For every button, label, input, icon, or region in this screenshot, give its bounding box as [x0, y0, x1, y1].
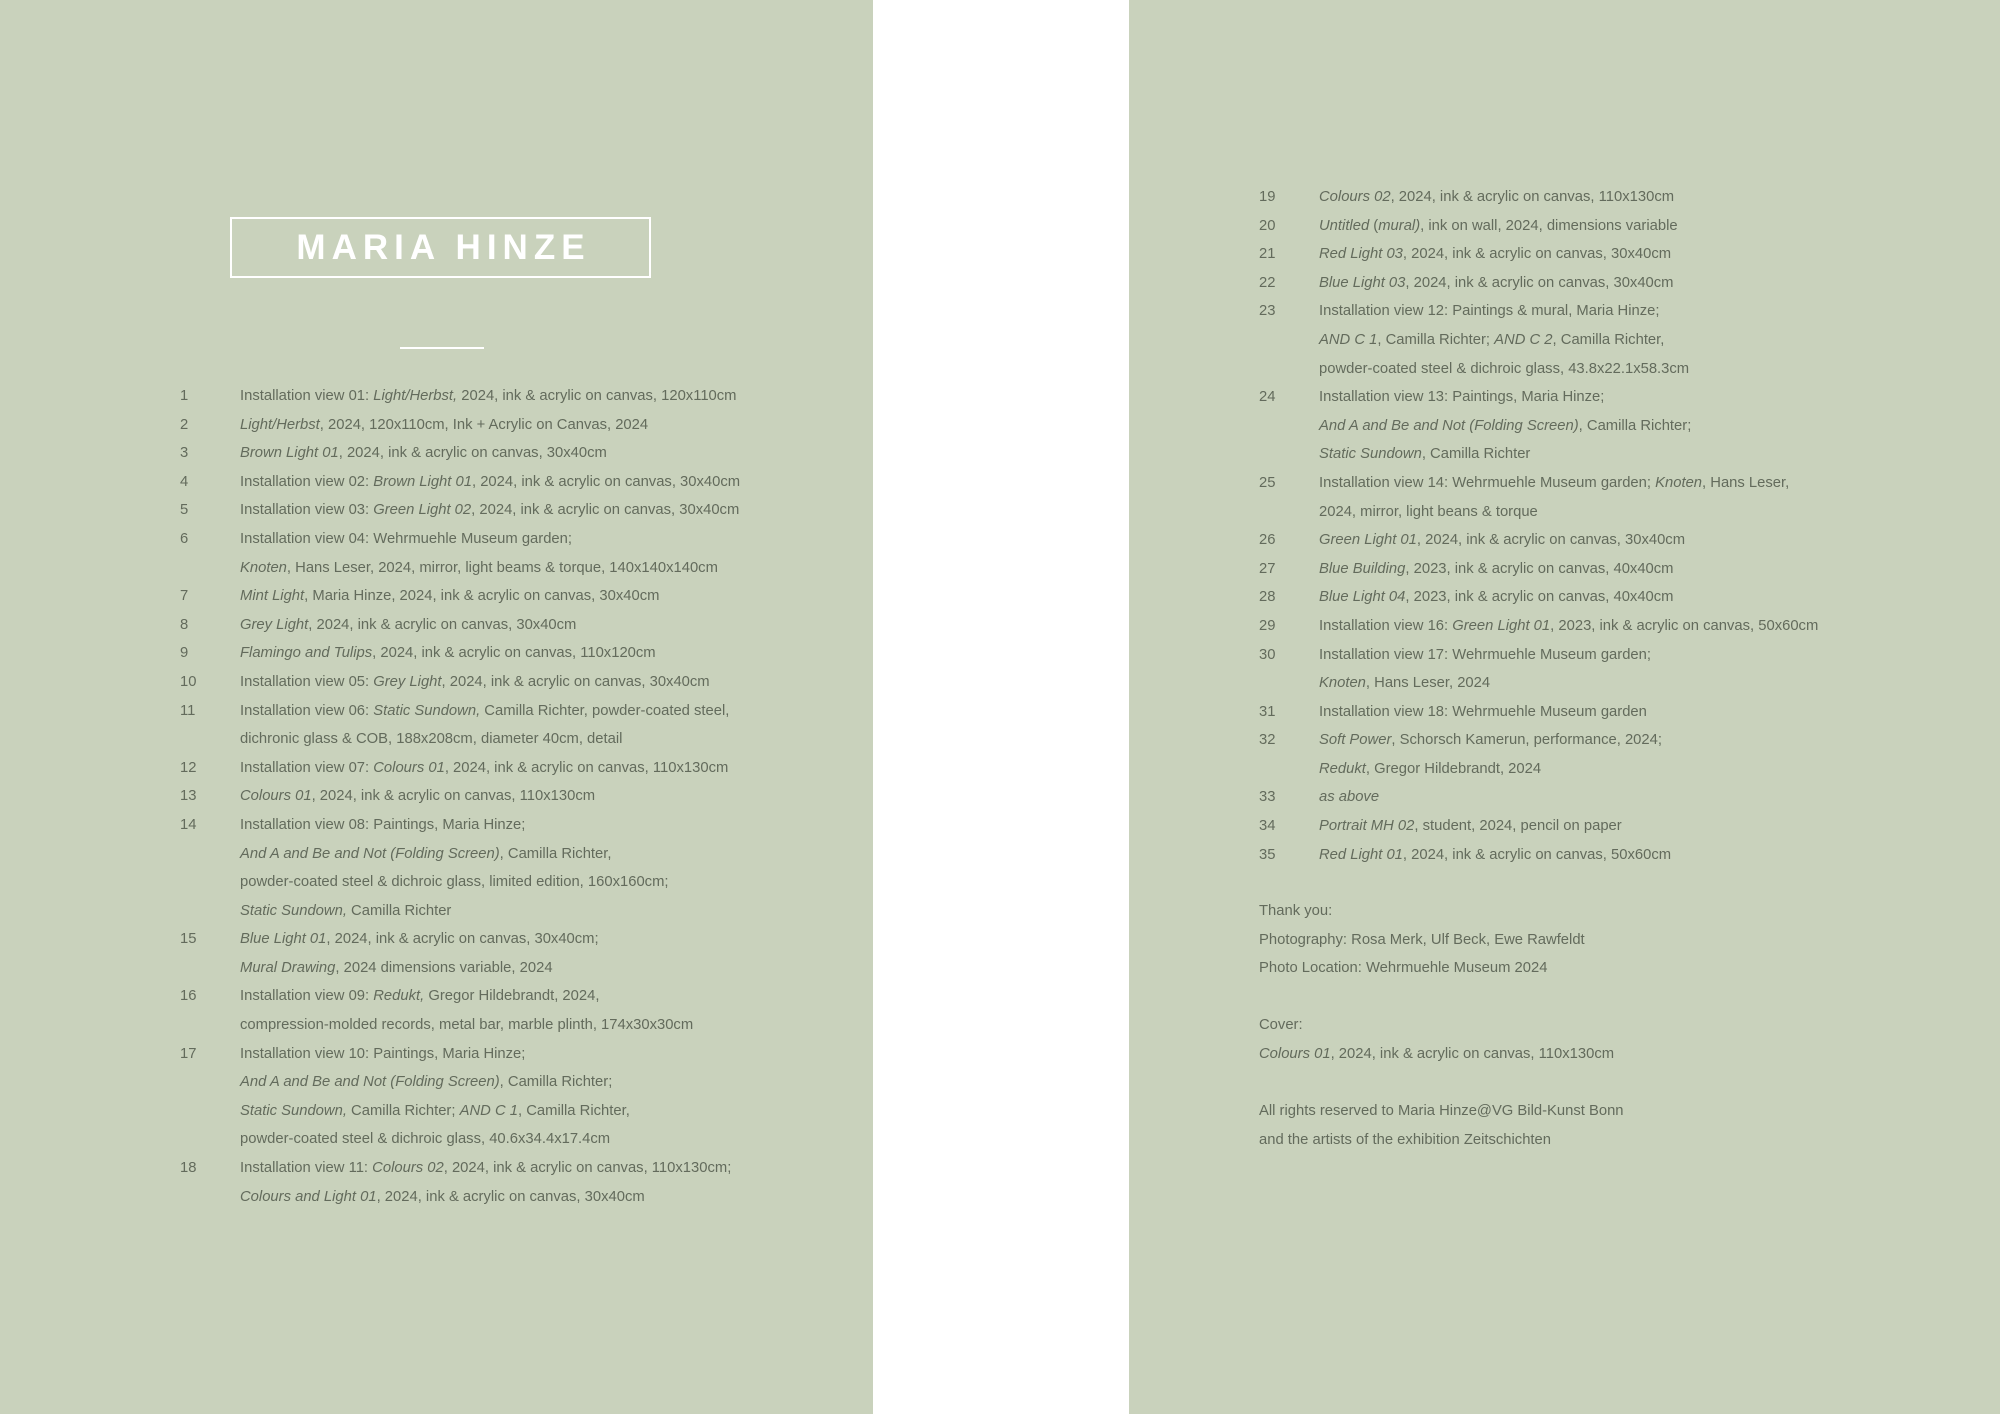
text-segment: , 2024, 120x110cm, Ink + Acrylic on Canvas, 2024 — [319, 416, 649, 433]
caption-entry — [180, 754, 740, 783]
caption-entry — [180, 982, 740, 1039]
cover-work — [1259, 1040, 1624, 1069]
text-segment: , Camilla Richter — [1421, 446, 1531, 463]
caption-number: 5 — [180, 502, 189, 519]
title-segment: AND C 1 — [459, 1102, 518, 1119]
caption-number: 21 — [1259, 246, 1276, 263]
text-segment: , 2024, ink & acrylic on canvas, 110x130cm — [311, 788, 596, 805]
caption-line — [240, 525, 718, 554]
caption-line — [1319, 498, 1789, 527]
caption-text — [1319, 383, 1691, 469]
title-segment: Knoten — [1655, 474, 1703, 491]
caption-text — [240, 639, 656, 668]
caption-entry — [1259, 383, 1818, 469]
caption-entry — [180, 668, 740, 697]
title-segment: Green Light 02 — [373, 502, 472, 519]
text-segment: , 2024, ink & acrylic on canvas, 110x130cm — [1330, 1045, 1615, 1062]
title-segment: Blue Light 04 — [1319, 589, 1406, 606]
caption-line — [1319, 783, 1379, 812]
caption-line — [1319, 612, 1818, 641]
text-segment: , Camilla Richter, — [499, 845, 612, 862]
title-segment: Brown Light 01 — [373, 473, 472, 490]
caption-entry — [180, 582, 740, 611]
title-segment: Colours and Light 01 — [240, 1188, 377, 1205]
title-segment: Colours 01 — [373, 759, 445, 776]
caption-entry — [180, 496, 740, 525]
text-segment: , 2024, ink & acrylic on canvas, 110x130cm — [1390, 189, 1675, 205]
caption-entry — [180, 525, 740, 582]
text-segment: compression-molded records, metal bar, marble plinth, 174x30x30cm — [240, 1017, 694, 1034]
title-segment: Red Light 01 — [1319, 846, 1403, 863]
caption-line — [240, 1183, 731, 1212]
caption-text — [1319, 812, 1622, 841]
caption-number: 20 — [1259, 217, 1276, 234]
caption-line — [240, 754, 728, 783]
caption-line — [1319, 240, 1671, 269]
caption-number: 23 — [1259, 303, 1276, 320]
credits — [1259, 897, 1624, 1154]
caption-text — [240, 582, 659, 611]
text-segment: , 2024 dimensions variable, 2024 — [335, 959, 553, 976]
spacer — [1259, 983, 1624, 1012]
rights-line-2: and the artists of the exhibition Zeitschichten — [1259, 1131, 1551, 1148]
text-segment: Installation view 05: — [240, 673, 374, 690]
caption-text — [1319, 212, 1678, 241]
caption-number: 8 — [180, 616, 189, 633]
caption-line — [1319, 755, 1662, 784]
caption-line — [240, 439, 607, 468]
caption-number: 24 — [1259, 389, 1276, 406]
caption-text — [240, 754, 728, 783]
cover-heading: Cover: — [1259, 1017, 1303, 1034]
text-segment: Installation view 12: Paintings & mural, Maria Hinze; — [1319, 303, 1660, 320]
caption-number: 14 — [180, 816, 197, 833]
caption-entry — [180, 697, 740, 754]
caption-line — [1319, 355, 1689, 384]
photo-location: Photo Location: Wehrmuehle Museum 2024 — [1259, 960, 1548, 977]
caption-line — [1319, 440, 1691, 469]
caption-line — [1319, 326, 1689, 355]
text-segment: Installation view 08: Paintings, Maria Hinze; — [240, 816, 526, 833]
thanks-heading: Thank you: — [1259, 903, 1333, 919]
caption-text — [240, 668, 710, 697]
text-segment: Installation view 04: Wehrmuehle Museum garden; — [240, 530, 573, 547]
caption-line — [1319, 269, 1674, 298]
title-segment: Mint Light — [240, 588, 305, 605]
caption-line — [240, 725, 729, 754]
artist-title: MARIA HINZE — [296, 227, 591, 267]
caption-entry — [180, 1040, 740, 1154]
caption-number: 19 — [1259, 189, 1276, 205]
caption-line — [1319, 641, 1651, 670]
caption-line — [240, 668, 710, 697]
caption-line — [240, 840, 669, 869]
text-segment: Installation view 10: Paintings, Maria Hinze; — [240, 1045, 526, 1062]
text-segment: , Gregor Hildebrandt, 2024 — [1365, 760, 1542, 777]
title-segment: Redukt — [1319, 760, 1366, 777]
text-segment: , 2024, ink & acrylic on canvas, 30x40cm — [1405, 274, 1674, 291]
caption-number: 35 — [1259, 846, 1276, 863]
caption-text — [240, 468, 740, 497]
caption-entry — [1259, 469, 1818, 526]
title-segment: Static Sundown, — [240, 1102, 347, 1119]
caption-line — [1319, 212, 1678, 241]
caption-entry — [1259, 698, 1818, 727]
title-divider — [400, 347, 484, 349]
text-segment: 2024, mirror, light beans & torque — [1319, 503, 1538, 520]
text-segment: , 2023, ink & acrylic on canvas, 50x60cm — [1550, 617, 1819, 634]
title-segment: AND C 1 — [1319, 331, 1378, 348]
caption-line — [240, 1154, 731, 1183]
text-segment: , 2023, ink & acrylic on canvas, 40x40cm — [1405, 560, 1674, 577]
caption-entry — [1259, 726, 1818, 783]
caption-line — [240, 811, 669, 840]
caption-number: 7 — [180, 588, 189, 605]
caption-text — [1319, 726, 1662, 783]
text-segment: Installation view 09: — [240, 988, 374, 1005]
text-segment: , 2024, ink & acrylic on canvas, 30x40cm — [1402, 246, 1672, 263]
text-segment: , student, 2024, pencil on paper — [1414, 818, 1622, 835]
caption-line — [1319, 183, 1674, 212]
text-segment: Installation view 16: — [1319, 617, 1453, 634]
caption-line — [240, 582, 659, 611]
caption-line — [240, 496, 739, 525]
caption-entry — [1259, 812, 1818, 841]
text-segment: Installation view 02: — [240, 473, 374, 490]
title-segment: Grey Light — [240, 616, 309, 633]
caption-line — [240, 1125, 630, 1154]
title-segment: AND C 2 — [1494, 331, 1553, 348]
caption-number: 6 — [180, 530, 189, 547]
caption-entry — [1259, 583, 1818, 612]
caption-text — [240, 411, 648, 440]
caption-text — [1319, 240, 1671, 269]
caption-text — [1319, 612, 1818, 641]
rights-line-1: All rights reserved to Maria Hinze@VG Bild-Kunst Bonn — [1259, 1103, 1624, 1120]
caption-list-right — [1259, 183, 1818, 869]
caption-number: 9 — [180, 645, 189, 662]
text-segment: Installation view 18: Wehrmuehle Museum garden — [1319, 703, 1647, 720]
caption-entry — [180, 468, 740, 497]
caption-line — [240, 897, 669, 926]
text-segment: , Schorsch Kamerun, performance, 2024; — [1391, 732, 1662, 749]
title-segment: Flamingo and Tulips — [240, 645, 373, 662]
text-segment: Installation view 01: — [240, 388, 374, 404]
title-segment: And A and Be and Not (Folding Screen) — [240, 1074, 500, 1091]
caption-number: 11 — [180, 702, 196, 719]
text-segment: , 2024, ink & acrylic on canvas, 110x130cm — [444, 759, 729, 776]
title-segment: Light/Herbst, — [373, 388, 458, 404]
text-segment: , 2024, ink & acrylic on canvas, 110x120cm — [372, 645, 656, 662]
title-segment: Blue Light 03 — [1319, 274, 1406, 291]
caption-text — [240, 1040, 630, 1154]
caption-line — [240, 611, 576, 640]
caption-number: 15 — [180, 931, 197, 948]
caption-text — [1319, 641, 1651, 698]
caption-text — [240, 496, 739, 525]
text-segment: , 2024, ink & acrylic on canvas, 30x40cm — [441, 673, 710, 690]
caption-entry — [1259, 526, 1818, 555]
caption-line — [1319, 555, 1674, 584]
caption-line — [240, 1097, 630, 1126]
text-segment: , Hans Leser, — [1702, 474, 1790, 491]
caption-entry — [180, 382, 740, 411]
caption-entry — [1259, 641, 1818, 698]
text-segment: , 2024, ink & acrylic on canvas, 30x40cm; — [326, 931, 599, 948]
caption-text — [240, 982, 693, 1039]
caption-number: 32 — [1259, 732, 1276, 749]
text-segment: Installation view 03: — [240, 502, 374, 519]
caption-line — [240, 554, 718, 583]
text-segment: , 2023, ink & acrylic on canvas, 40x40cm — [1405, 589, 1674, 606]
text-segment: , 2024, ink & acrylic on canvas, 30x40cm — [338, 445, 607, 462]
caption-text — [1319, 583, 1674, 612]
text-segment: ( — [1369, 217, 1379, 234]
caption-text — [240, 782, 595, 811]
text-segment: powder-coated steel & dichroic glass, 43.8x22.1x58.3cm — [1319, 360, 1690, 377]
caption-text — [1319, 841, 1671, 870]
artist-title-box — [230, 217, 651, 278]
title-segment: Portrait MH 02 — [1319, 818, 1415, 835]
caption-line — [240, 782, 595, 811]
caption-line — [1319, 526, 1685, 555]
caption-line — [1319, 812, 1622, 841]
title-segment: Red Light 03 — [1319, 246, 1403, 263]
title-segment: Static Sundown, — [373, 702, 481, 719]
caption-text — [240, 439, 607, 468]
text-segment: Installation view 11: — [240, 1160, 373, 1177]
caption-entry — [180, 925, 740, 982]
caption-text — [1319, 183, 1674, 212]
caption-number: 16 — [180, 988, 197, 1005]
caption-line — [240, 982, 693, 1011]
text-segment: , 2024, ink & acrylic on canvas, 30x40cm — [376, 1188, 645, 1205]
caption-number: 27 — [1259, 560, 1276, 577]
caption-number: 3 — [180, 445, 189, 462]
title-segment: Green Light 01 — [1452, 617, 1551, 634]
caption-text — [1319, 469, 1789, 526]
caption-number: 1 — [180, 388, 189, 404]
photography-credit: Photography: Rosa Merk, Ulf Beck, Ewe Rawfeldt — [1259, 931, 1585, 948]
caption-number: 33 — [1259, 789, 1276, 806]
caption-line — [1319, 583, 1674, 612]
text-segment: Camilla Richter, powder-coated steel, — [480, 702, 730, 719]
title-segment: Green Light 01 — [1319, 532, 1417, 549]
text-segment: Installation view 07: — [240, 759, 374, 776]
text-segment: , Camilla Richter, — [517, 1102, 630, 1119]
text-segment: , 2024, ink & acrylic on canvas, 30x40cm — [1416, 532, 1686, 549]
text-segment: Gregor Hildebrandt, 2024, — [424, 988, 600, 1005]
text-segment: , Camilla Richter; — [1578, 417, 1692, 434]
caption-entry — [1259, 212, 1818, 241]
caption-number: 18 — [180, 1160, 197, 1177]
spacer — [1259, 1069, 1624, 1098]
title-segment: Static Sundown, — [240, 902, 347, 919]
title-segment: Static Sundown — [1319, 446, 1422, 463]
title-segment: And A and Be and Not (Folding Screen) — [240, 845, 500, 862]
text-segment: powder-coated steel & dichroic glass, 40.6x34.4x17.4cm — [240, 1131, 611, 1148]
text-segment: , Hans Leser, 2024 — [1365, 675, 1491, 692]
text-segment: , 2024, ink & acrylic on canvas, 50x60cm — [1402, 846, 1672, 863]
caption-entry — [1259, 297, 1818, 383]
caption-text — [240, 811, 669, 925]
text-segment: Installation view 06: — [240, 702, 374, 719]
caption-number: 26 — [1259, 532, 1276, 549]
caption-line — [240, 411, 648, 440]
text-segment: , 2024, ink & acrylic on canvas, 30x40cm — [471, 502, 740, 519]
caption-text — [240, 382, 737, 411]
text-segment: Camilla Richter; — [346, 1102, 460, 1119]
text-segment: , Camilla Richter; — [499, 1074, 613, 1091]
title-segment: as above — [1319, 789, 1380, 806]
caption-text — [240, 697, 729, 754]
caption-line — [240, 925, 599, 954]
text-segment: 2024, ink & acrylic on canvas, 120x110cm — [457, 388, 737, 404]
caption-line — [240, 954, 599, 983]
title-segment: Colours 02 — [1319, 189, 1391, 205]
caption-number: 4 — [180, 473, 189, 490]
caption-line — [240, 1040, 630, 1069]
caption-line — [240, 868, 669, 897]
title-segment: Colours 02 — [372, 1160, 444, 1177]
caption-number: 30 — [1259, 646, 1276, 663]
caption-text — [240, 925, 599, 982]
caption-entry — [1259, 612, 1818, 641]
text-segment: , 2024, ink & acrylic on canvas, 30x40cm — [471, 473, 741, 490]
text-segment: , Hans Leser, 2024, mirror, light beams & torque, 140x140x140cm — [286, 559, 718, 576]
caption-number: 22 — [1259, 274, 1276, 291]
caption-entry — [1259, 183, 1818, 212]
title-segment: Blue Building — [1319, 560, 1406, 577]
caption-entry — [180, 639, 740, 668]
caption-line — [1319, 469, 1789, 498]
caption-line — [240, 639, 656, 668]
text-segment: , 2024, ink & acrylic on canvas, 30x40cm — [308, 616, 577, 633]
caption-entry — [1259, 841, 1818, 870]
title-segment: Brown Light 01 — [240, 445, 339, 462]
caption-line — [240, 697, 729, 726]
title-segment: Colours 01 — [1259, 1045, 1331, 1062]
caption-number: 34 — [1259, 818, 1276, 835]
caption-text — [240, 525, 718, 582]
caption-number: 25 — [1259, 474, 1276, 491]
caption-text — [1319, 526, 1685, 555]
caption-line — [1319, 698, 1647, 727]
caption-entry — [180, 811, 740, 925]
text-segment: powder-coated steel & dichroic glass, limited edition, 160x160cm; — [240, 874, 669, 891]
caption-entry — [1259, 240, 1818, 269]
caption-line — [1319, 669, 1651, 698]
caption-line — [240, 382, 737, 411]
title-segment: Soft Power — [1319, 732, 1392, 749]
text-segment: dichronic glass & COB, 188x208cm, diameter 40cm, detail — [240, 731, 623, 748]
text-segment: Camilla Richter — [346, 902, 452, 919]
title-segment: Untitled — [1319, 217, 1370, 234]
caption-list-left — [180, 382, 740, 1211]
caption-number: 28 — [1259, 589, 1276, 606]
title-segment: Colours 01 — [240, 788, 312, 805]
title-segment: Mural Drawing — [240, 959, 336, 976]
title-segment: Light/Herbst — [240, 416, 320, 433]
text-segment: , Maria Hinze, 2024, ink & acrylic on canvas, 30x40cm — [304, 588, 660, 605]
title-segment: Knoten — [240, 559, 287, 576]
caption-text — [1319, 297, 1689, 383]
title-segment: And A and Be and Not (Folding Screen) — [1319, 417, 1579, 434]
caption-line — [240, 468, 740, 497]
caption-entry — [180, 411, 740, 440]
text-segment: Installation view 14: Wehrmuehle Museum garden; — [1319, 474, 1656, 491]
caption-entry — [180, 439, 740, 468]
caption-entry — [180, 782, 740, 811]
caption-entry — [180, 611, 740, 640]
text-segment: , Camilla Richter; — [1377, 331, 1495, 348]
caption-number: 31 — [1259, 703, 1276, 720]
caption-text — [240, 1154, 731, 1211]
caption-line — [1319, 412, 1691, 441]
caption-line — [1319, 726, 1662, 755]
caption-text — [1319, 698, 1647, 727]
title-segment: Grey Light — [373, 673, 442, 690]
caption-number: 17 — [180, 1045, 197, 1062]
caption-entry — [180, 1154, 740, 1211]
title-segment: mural) — [1378, 217, 1421, 234]
text-segment: , Camilla Richter, — [1552, 331, 1665, 348]
caption-entry — [1259, 555, 1818, 584]
caption-number: 13 — [180, 788, 197, 805]
caption-line — [240, 1011, 693, 1040]
caption-line — [1319, 383, 1691, 412]
caption-text — [1319, 269, 1674, 298]
text-segment: Installation view 17: Wehrmuehle Museum garden; — [1319, 646, 1652, 663]
caption-entry — [1259, 269, 1818, 298]
caption-number: 2 — [180, 416, 189, 433]
title-segment: Blue Light 01 — [240, 931, 327, 948]
caption-entry — [1259, 783, 1818, 812]
caption-line — [1319, 297, 1689, 326]
text-segment: Installation view 13: Paintings, Maria Hinze; — [1319, 389, 1605, 406]
caption-text — [1319, 555, 1674, 584]
caption-text — [1319, 783, 1379, 812]
caption-number: 29 — [1259, 617, 1276, 634]
caption-line — [240, 1068, 630, 1097]
caption-text — [240, 611, 576, 640]
caption-line — [1319, 841, 1671, 870]
title-segment: Knoten — [1319, 675, 1366, 692]
caption-number: 10 — [180, 673, 197, 690]
title-segment: Redukt, — [373, 988, 425, 1005]
text-segment: , ink on wall, 2024, dimensions variable — [1420, 217, 1678, 234]
caption-number: 12 — [180, 759, 197, 776]
text-segment: , 2024, ink & acrylic on canvas, 110x130cm; — [443, 1160, 732, 1177]
